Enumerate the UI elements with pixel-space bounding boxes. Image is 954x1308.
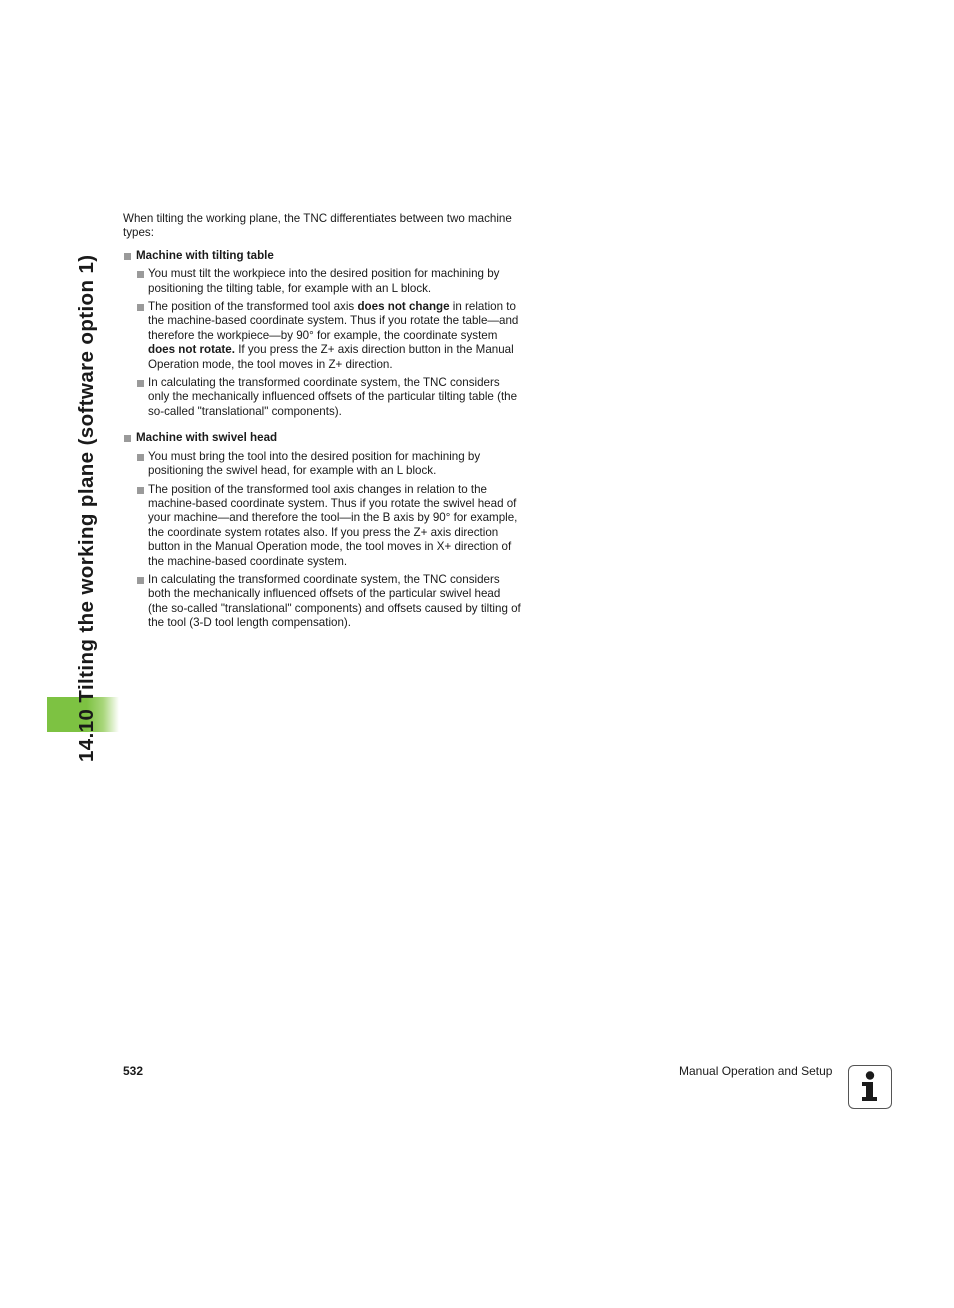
list-item [148,376,523,419]
emphasis-text: does not change [357,300,450,314]
list-item [148,483,523,569]
square-bullet-icon [137,487,144,494]
list-item [148,450,523,479]
section-heading-swivel-head [123,431,523,445]
section-heading-text: Machine with tilting table [136,248,274,262]
list-item-text: The position of the transformed tool axis [148,300,358,314]
square-bullet-icon [137,577,144,584]
list-item-text: The position of the transformed tool axis changes in relation to the machine-based coordinate system. Thus if you rotate the swivel head of your machine—and therefore the tool—in the B axis by 90° for example, the coordinate system rotates also. If you press the Z+ axis direction button in the Manual Operation mode, the tool moves in X+ direction of the machine-based coordinate system. [148,482,518,568]
list-item [148,300,523,372]
list-item-text: You must bring the tool into the desired position for machining by positioning the swivel head, for example with an L block. [148,449,481,478]
square-bullet-icon [124,435,131,442]
section-heading-tilting-table [123,249,523,263]
list-item [148,573,523,631]
page-number: 532 [123,1064,144,1078]
list-item-text: In calculating the transformed coordinate system, the TNC considers only the mechanically influenced offsets of the particular tilting table (the so-called "translational" components). [148,376,518,418]
square-bullet-icon [124,253,131,260]
list-item-text: in relation to the machine-based coordinate system. Thus if you rotate the table—and therefore the workpiece—by 90° for example, the coordinate system [148,300,519,342]
info-icon [848,1065,892,1109]
emphasis-text: does not rotate. [148,343,235,357]
square-bullet-icon [137,304,144,311]
section-heading-text: Machine with swivel head [136,431,278,445]
square-bullet-icon [137,454,144,461]
list-item-text: If you press the Z+ axis direction button in the Manual Operation mode, the tool moves in Z+ direction. [148,343,514,371]
intro-paragraph: When tilting the working plane, the TNC differentiates between two machine types: [123,212,512,240]
section-title-vertical: 14.10 Tilting the working plane (software option 1) [75,254,98,762]
main-content [123,212,523,635]
list-item-text: You must tilt the workpiece into the desired position for machining by positioning the tilting table, for example with an L block. [148,267,500,295]
list-item [148,267,523,296]
square-bullet-icon [137,380,144,387]
chapter-title: Manual Operation and Setup [679,1064,833,1078]
square-bullet-icon [137,271,144,278]
list-item-text: In calculating the transformed coordinate system, the TNC considers both the mechanically influenced offsets of the particular swivel head (the so-called "translational" components) and offsets caused by tilting of the tool (3-D tool length compensation). [148,572,521,630]
